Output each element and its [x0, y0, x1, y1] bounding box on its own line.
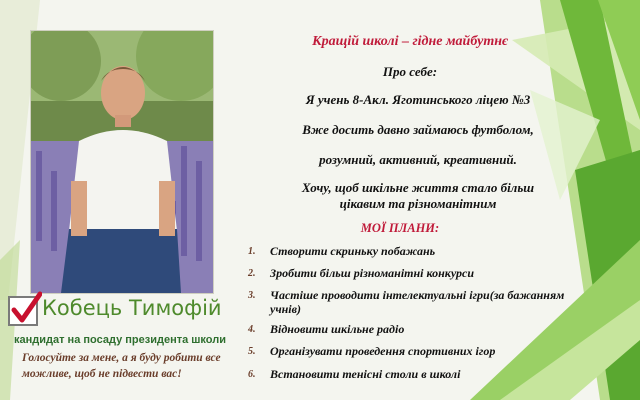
- candidate-slogan: Голосуйте за мене, а я буду робити все можливе, щоб не підвести вас!: [22, 352, 221, 380]
- checkmark-icon: [8, 290, 42, 326]
- plan-number: 1.: [248, 246, 256, 257]
- plans-heading: МОЇ ПЛАНИ:: [360, 221, 440, 235]
- plans-list: [248, 244, 578, 381]
- candidate-name: Кобець Тимофій: [42, 296, 222, 320]
- plan-text: Встановити тенісні столи в школі: [270, 367, 461, 381]
- plan-number: 4.: [248, 324, 256, 335]
- about-line: Хочу, щоб шкільне життя стало більш цікавим та різноманітним: [301, 180, 535, 211]
- plan-text: Зробити більш різноманітні конкурси: [270, 266, 475, 280]
- plan-text: Частіше проводити інтелектуальні ігри(за бажанням учнів): [270, 288, 565, 316]
- plan-number: 3.: [248, 290, 256, 301]
- about-heading: Про себе:: [382, 64, 438, 79]
- plan-item: [248, 344, 578, 358]
- about-line: розумний, активний, креативний.: [319, 152, 517, 167]
- plan-text: Відновити шкільне радіо: [270, 322, 405, 336]
- plan-number: 5.: [248, 346, 256, 357]
- candidate-name-block: [6, 292, 248, 330]
- plan-text: Організувати проведення спортивних ігор: [270, 344, 496, 358]
- plan-item: [248, 266, 578, 280]
- candidate-role: кандидат на посаду президента школи: [14, 334, 226, 346]
- plan-item: [248, 367, 578, 381]
- plan-item: [248, 322, 578, 336]
- candidate-photo: [30, 30, 214, 294]
- checkbox-icon: [8, 296, 38, 326]
- plan-number: 6.: [248, 369, 256, 380]
- plan-item: [248, 288, 578, 316]
- about-line: Вже досить давно займаюсь футболом,: [302, 122, 534, 137]
- motto: Кращій школі – гідне майбутнє: [312, 34, 508, 49]
- plan-item: [248, 244, 578, 258]
- plan-number: 2.: [248, 268, 256, 279]
- about-line: Я учень 8-Акл. Яготинського ліцею №3: [305, 92, 531, 107]
- plan-text: Створити скриньку побажань: [270, 244, 436, 258]
